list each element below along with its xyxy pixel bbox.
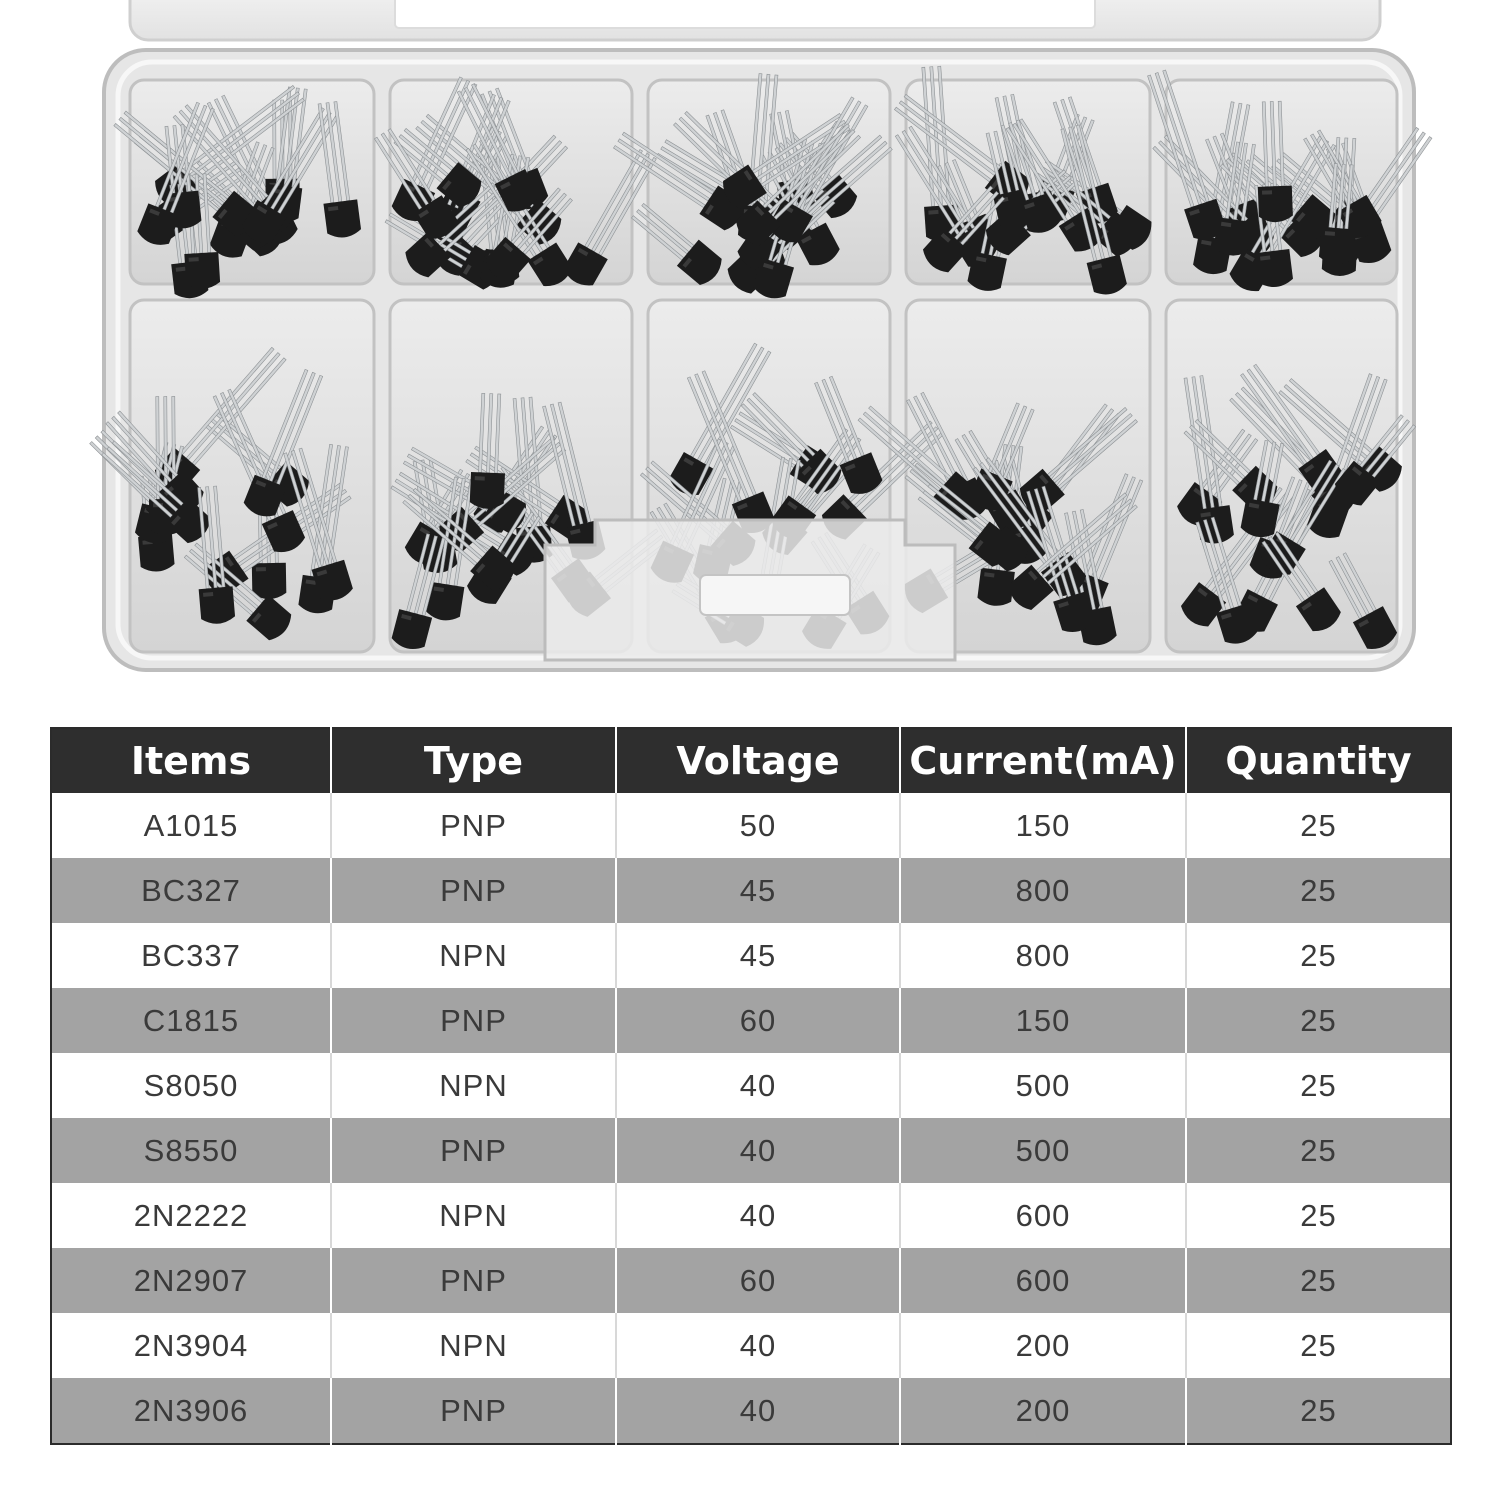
cell-quantity: 25 bbox=[1186, 793, 1451, 858]
cell-type: PNP bbox=[331, 988, 616, 1053]
header-quantity: Quantity bbox=[1186, 728, 1451, 793]
header-current: Current(mA) bbox=[900, 728, 1186, 793]
cell-item: 2N2907 bbox=[51, 1248, 331, 1313]
cell-quantity: 25 bbox=[1186, 923, 1451, 988]
cell-item: 2N2222 bbox=[51, 1183, 331, 1248]
cell-current: 800 bbox=[900, 923, 1186, 988]
cell-item: S8550 bbox=[51, 1118, 331, 1183]
cell-current: 800 bbox=[900, 858, 1186, 923]
table-row bbox=[51, 1313, 1451, 1378]
cell-voltage: 50 bbox=[616, 793, 900, 858]
table-row bbox=[51, 1378, 1451, 1444]
product-photo bbox=[0, 0, 1500, 690]
cell-type: NPN bbox=[331, 923, 616, 988]
cell-quantity: 25 bbox=[1186, 858, 1451, 923]
cell-type: PNP bbox=[331, 1118, 616, 1183]
cell-item: 2N3906 bbox=[51, 1378, 331, 1444]
cell-type: PNP bbox=[331, 1248, 616, 1313]
table-row bbox=[51, 1118, 1451, 1183]
cell-current: 500 bbox=[900, 1118, 1186, 1183]
cell-voltage: 40 bbox=[616, 1118, 900, 1183]
cell-type: NPN bbox=[331, 1053, 616, 1118]
cell-voltage: 60 bbox=[616, 988, 900, 1053]
cell-quantity: 25 bbox=[1186, 1053, 1451, 1118]
cell-voltage: 45 bbox=[616, 923, 900, 988]
spec-table bbox=[50, 727, 1452, 1445]
cell-item: BC327 bbox=[51, 858, 331, 923]
table-header-row bbox=[51, 728, 1451, 793]
table-row bbox=[51, 988, 1451, 1053]
cell-quantity: 25 bbox=[1186, 988, 1451, 1053]
table-row bbox=[51, 923, 1451, 988]
cell-current: 200 bbox=[900, 1313, 1186, 1378]
header-voltage: Voltage bbox=[616, 728, 900, 793]
cell-current: 200 bbox=[900, 1378, 1186, 1444]
cell-type: PNP bbox=[331, 793, 616, 858]
cell-item: A1015 bbox=[51, 793, 331, 858]
cell-item: C1815 bbox=[51, 988, 331, 1053]
cell-current: 600 bbox=[900, 1248, 1186, 1313]
table-row bbox=[51, 793, 1451, 858]
cell-voltage: 40 bbox=[616, 1053, 900, 1118]
cell-item: S8050 bbox=[51, 1053, 331, 1118]
cell-voltage: 60 bbox=[616, 1248, 900, 1313]
cell-type: NPN bbox=[331, 1183, 616, 1248]
cell-quantity: 25 bbox=[1186, 1248, 1451, 1313]
cell-voltage: 40 bbox=[616, 1183, 900, 1248]
table-row bbox=[51, 1248, 1451, 1313]
cell-current: 600 bbox=[900, 1183, 1186, 1248]
table-row bbox=[51, 1183, 1451, 1248]
transistor-box-illustration bbox=[0, 0, 1500, 690]
cell-voltage: 45 bbox=[616, 858, 900, 923]
cell-quantity: 25 bbox=[1186, 1378, 1451, 1444]
header-type: Type bbox=[331, 728, 616, 793]
cell-quantity: 25 bbox=[1186, 1183, 1451, 1248]
cell-current: 150 bbox=[900, 988, 1186, 1053]
cell-voltage: 40 bbox=[616, 1378, 900, 1444]
lid-label-area bbox=[395, 0, 1095, 28]
cell-item: 2N3904 bbox=[51, 1313, 331, 1378]
table-row bbox=[51, 1053, 1451, 1118]
cell-type: PNP bbox=[331, 1378, 616, 1444]
cell-item: BC337 bbox=[51, 923, 331, 988]
cell-type: PNP bbox=[331, 858, 616, 923]
cell-current: 500 bbox=[900, 1053, 1186, 1118]
cell-type: NPN bbox=[331, 1313, 616, 1378]
cell-voltage: 40 bbox=[616, 1313, 900, 1378]
header-items: Items bbox=[51, 728, 331, 793]
table-row bbox=[51, 858, 1451, 923]
cell-quantity: 25 bbox=[1186, 1313, 1451, 1378]
cell-quantity: 25 bbox=[1186, 1118, 1451, 1183]
cell-current: 150 bbox=[900, 793, 1186, 858]
